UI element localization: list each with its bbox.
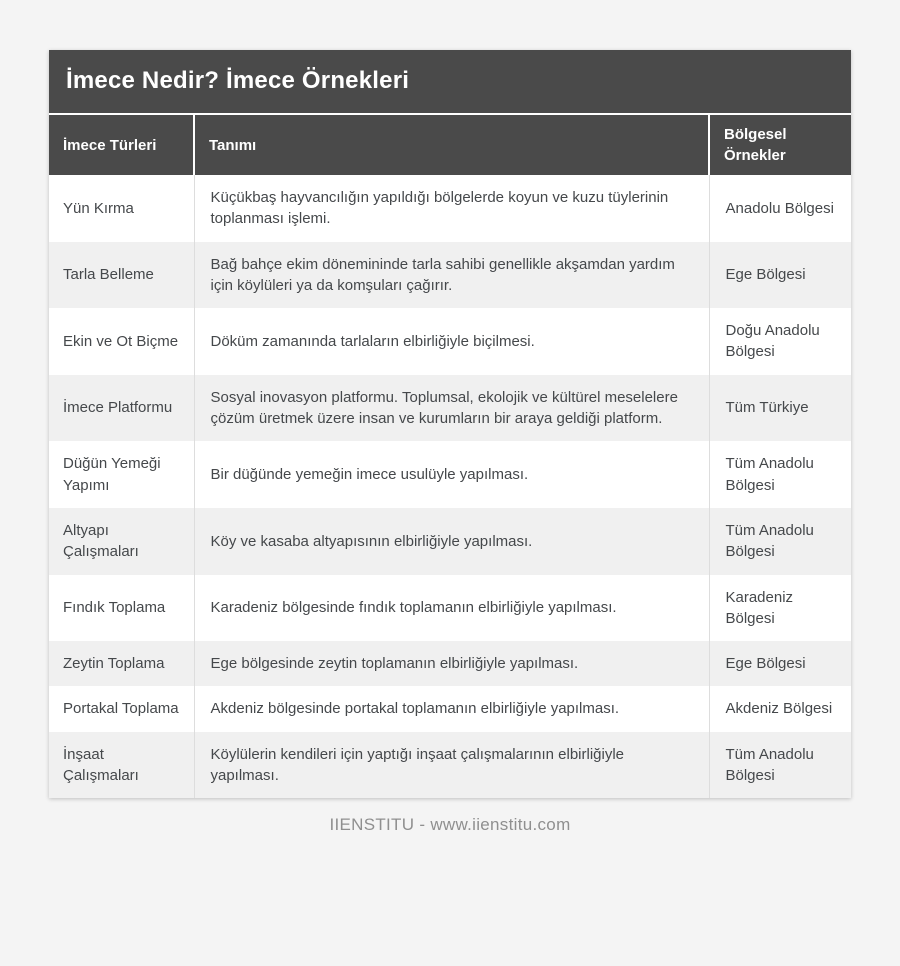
region-cell: Tüm Türkiye bbox=[709, 375, 851, 442]
definition-cell: Ege bölgesinde zeytin toplamanın elbirliğiyle yapılması. bbox=[194, 641, 709, 686]
table-row bbox=[49, 441, 851, 508]
table-body bbox=[49, 175, 851, 798]
table-row bbox=[49, 242, 851, 309]
region-cell: Tüm Anadolu Bölgesi bbox=[709, 732, 851, 799]
column-header-imece-turleri: İmece Türleri bbox=[49, 114, 194, 175]
table-row bbox=[49, 686, 851, 731]
region-cell: Akdeniz Bölgesi bbox=[709, 686, 851, 731]
imece-table bbox=[49, 113, 851, 798]
imece-type-cell: İmece Platformu bbox=[63, 399, 173, 417]
imece-type-cell: Altyapı Çalışmaları bbox=[63, 521, 139, 561]
column-header-bolgesel-ornekler: Bölgesel Örnekler bbox=[709, 114, 851, 175]
footer-attribution: IIENSTITU - www.iienstitu.com bbox=[329, 815, 571, 835]
column-header-tanimi: Tanımı bbox=[194, 114, 709, 175]
table-row bbox=[49, 175, 851, 242]
table-row bbox=[49, 508, 851, 575]
table-header bbox=[49, 114, 851, 175]
imece-type-cell: İnşaat Çalışmaları bbox=[63, 745, 139, 785]
region-cell: Doğu Anadolu Bölgesi bbox=[709, 308, 851, 375]
table-row bbox=[49, 308, 851, 375]
region-cell: Tüm Anadolu Bölgesi bbox=[709, 441, 851, 508]
region-cell: Karadeniz Bölgesi bbox=[709, 575, 851, 642]
region-cell: Tüm Anadolu Bölgesi bbox=[709, 508, 851, 575]
imece-type-cell: Portakal Toplama bbox=[63, 700, 179, 718]
definition-cell: Küçükbaş hayvancılığın yapıldığı bölgelerde koyun ve kuzu tüylerinin toplanması işlemi. bbox=[194, 175, 709, 242]
imece-type-cell: Fındık Toplama bbox=[63, 599, 166, 617]
imece-type-cell: Zeytin Toplama bbox=[63, 655, 165, 673]
region-cell: Ege Bölgesi bbox=[709, 641, 851, 686]
region-cell: Anadolu Bölgesi bbox=[709, 175, 851, 242]
table-row bbox=[49, 575, 851, 642]
definition-cell: Köylülerin kendileri için yaptığı inşaat çalışmalarının elbirliğiyle yapılması. bbox=[194, 732, 709, 799]
table-header-row bbox=[49, 114, 851, 175]
definition-cell: Döküm zamanında tarlaların elbirliğiyle biçilmesi. bbox=[194, 308, 709, 375]
definition-cell: Köy ve kasaba altyapısının elbirliğiyle yapılması. bbox=[194, 508, 709, 575]
definition-cell: Bağ bahçe ekim dönemininde tarla sahibi genellikle akşamdan yardım için köylüleri ya da komşuları çağırır. bbox=[194, 242, 709, 309]
imece-type-cell: Yün Kırma bbox=[63, 199, 134, 217]
definition-cell: Sosyal inovasyon platformu. Toplumsal, ekolojik ve kültürel meselelere çözüm üretmek üzere insan ve kurumların bir araya geldiği platform. bbox=[194, 375, 709, 442]
imece-type-cell: Ekin ve Ot Biçme bbox=[63, 332, 179, 350]
imece-table-card bbox=[49, 50, 851, 798]
table-row bbox=[49, 732, 851, 799]
region-cell: Ege Bölgesi bbox=[709, 242, 851, 309]
table-row bbox=[49, 375, 851, 442]
page-title: İmece Nedir? İmece Örnekleri bbox=[49, 50, 851, 113]
definition-cell: Karadeniz bölgesinde fındık toplamanın elbirliğiyle yapılması. bbox=[194, 575, 709, 642]
definition-cell: Bir düğünde yemeğin imece usulüyle yapılması. bbox=[194, 441, 709, 508]
imece-type-cell: Düğün Yemeği Yapımı bbox=[63, 455, 161, 494]
table-row bbox=[49, 641, 851, 686]
imece-type-cell: Tarla Belleme bbox=[63, 266, 154, 284]
definition-cell: Akdeniz bölgesinde portakal toplamanın elbirliğiyle yapılması. bbox=[194, 686, 709, 731]
